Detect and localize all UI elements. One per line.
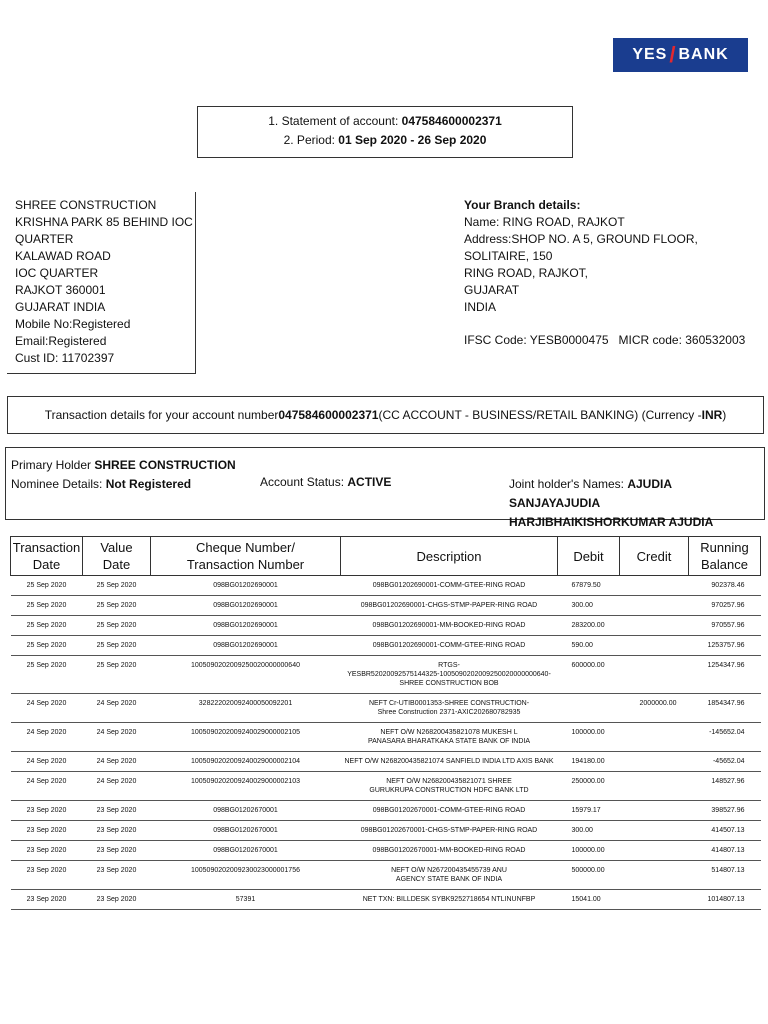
cell-credit — [620, 596, 689, 616]
cell-credit — [620, 821, 689, 841]
cell-transaction-date: 24 Sep 2020 — [11, 723, 83, 752]
col-credit: Credit — [620, 537, 689, 576]
customer-line: IOC QUARTER — [15, 266, 99, 280]
cell-debit: 300.00 — [558, 596, 620, 616]
branch-line: Address:SHOP NO. A 5, GROUND FLOOR, — [464, 232, 698, 246]
cell-transaction-date: 23 Sep 2020 — [11, 841, 83, 861]
cell-running-balance: 1014807.13 — [689, 890, 761, 910]
customer-line: QUARTER — [15, 232, 74, 246]
cell-credit — [620, 841, 689, 861]
table-row — [11, 694, 761, 723]
cell-transaction-date: 25 Sep 2020 — [11, 656, 83, 694]
cell-description: NEFT Cr-UTIB0001353-SHREE CONSTRUCTION- Shree Construction 2371-AXIC202680782935 — [341, 694, 558, 723]
statement-period-line: 2. Period: 01 Sep 2020 - 26 Sep 2020 — [283, 133, 487, 147]
yes-bank-logo: YES / BANK — [613, 38, 748, 72]
cell-debit — [558, 694, 620, 723]
cell-credit — [620, 861, 689, 890]
table-row — [11, 752, 761, 772]
table-row — [11, 821, 761, 841]
cell-credit — [620, 656, 689, 694]
cell-description: NEFT O/W N268200435821078 MUKESH L PANASARA BHARATKAKA STATE BANK OF INDIA — [341, 723, 558, 752]
cell-debit: 300.00 — [558, 821, 620, 841]
cell-cheque-number: 098BG01202670001 — [151, 801, 341, 821]
branch-line: INDIA — [464, 300, 497, 314]
cell-credit — [620, 723, 689, 752]
cell-value-date: 25 Sep 2020 — [83, 636, 151, 656]
cell-debit: 100000.00 — [558, 723, 620, 752]
table-header-row — [11, 537, 761, 576]
cell-running-balance: 148527.96 — [689, 772, 761, 801]
micr-code: MICR code: 360532003 — [618, 333, 746, 347]
cell-running-balance: 902378.46 — [689, 576, 761, 596]
cell-running-balance: 1854347.96 — [689, 694, 761, 723]
logo-slash-icon: / — [669, 42, 677, 67]
customer-line: Mobile No:Registered — [15, 317, 131, 331]
txn-currency: INR — [701, 408, 723, 422]
cell-credit — [620, 636, 689, 656]
cell-value-date: 23 Sep 2020 — [83, 841, 151, 861]
col-debit: Debit — [558, 537, 620, 576]
cell-transaction-date: 23 Sep 2020 — [11, 821, 83, 841]
cell-transaction-date: 24 Sep 2020 — [11, 772, 83, 801]
cell-debit: 250000.00 — [558, 772, 620, 801]
cell-description: 098BG01202670001-CHGS-STMP-PAPER-RING ROAD — [341, 821, 558, 841]
account-holder-box — [5, 447, 765, 529]
branch-codes — [464, 332, 764, 349]
transactions-table — [10, 536, 761, 910]
customer-line: KRISHNA PARK 85 BEHIND IOC — [15, 215, 193, 229]
customer-line: Cust ID: 11702397 — [15, 351, 115, 365]
col-cheque-number: Cheque Number/ Transaction Number — [151, 537, 341, 576]
cell-cheque-number: 098BG01202690001 — [151, 576, 341, 596]
cell-cheque-number: 1005090202009230023000001756 — [151, 861, 341, 890]
col-transaction-date: Transaction Date — [11, 537, 83, 576]
cell-transaction-date: 25 Sep 2020 — [11, 596, 83, 616]
branch-line: Name: RING ROAD, RAJKOT — [464, 215, 625, 229]
cell-value-date: 25 Sep 2020 — [83, 576, 151, 596]
cell-credit — [620, 772, 689, 801]
cell-description: 098BG01202690001-COMM-GTEE-RING ROAD — [341, 636, 558, 656]
cell-transaction-date: 24 Sep 2020 — [11, 752, 83, 772]
col-value-date: Value Date — [83, 537, 151, 576]
cell-cheque-number: 1005090202009250020000000640 — [151, 656, 341, 694]
cell-transaction-date: 25 Sep 2020 — [11, 576, 83, 596]
customer-line: SHREE CONSTRUCTION — [15, 198, 157, 212]
table-row — [11, 772, 761, 801]
cell-value-date: 23 Sep 2020 — [83, 861, 151, 890]
branch-details-block — [464, 197, 764, 349]
cell-debit: 67879.50 — [558, 576, 620, 596]
table-row — [11, 596, 761, 616]
cell-debit: 500000.00 — [558, 861, 620, 890]
cell-description: NEFT O/W N268200435821074 SANFIELD INDIA LTD AXIS BANK — [341, 752, 558, 772]
branch-heading: Your Branch details: — [464, 198, 581, 212]
customer-line: GUJARAT INDIA — [15, 300, 106, 314]
cell-credit: 2000000.00 — [620, 694, 689, 723]
cell-transaction-date: 23 Sep 2020 — [11, 861, 83, 890]
cell-cheque-number: 098BG01202690001 — [151, 616, 341, 636]
statement-account-line: 1. Statement of account: 047584600002371 — [268, 114, 502, 128]
cell-cheque-number: 328222020092400050092201 — [151, 694, 341, 723]
customer-address-block — [7, 192, 196, 374]
cell-debit: 15041.00 — [558, 890, 620, 910]
cell-description: NEFT O/W N267200435455739 ANU AGENCY STATE BANK OF INDIA — [341, 861, 558, 890]
cell-value-date: 23 Sep 2020 — [83, 801, 151, 821]
cell-running-balance: 1253757.96 — [689, 636, 761, 656]
cell-running-balance: 1254347.96 — [689, 656, 761, 694]
account-status: Account Status: ACTIVE — [260, 475, 392, 489]
cell-description: NEFT O/W N268200435821071 SHREE GURUKRUPA CONSTRUCTION HDFC BANK LTD — [341, 772, 558, 801]
cell-cheque-number: 1005090202009240029000002105 — [151, 723, 341, 752]
cell-description: RTGS- YESBR52020092575144325-1005090202009250020000000640- SHREE CONSTRUCTION BOB — [341, 656, 558, 694]
table-row — [11, 656, 761, 694]
statement-account-number: 047584600002371 — [401, 114, 502, 128]
cell-credit — [620, 890, 689, 910]
customer-line: KALAWAD ROAD — [15, 249, 111, 263]
cell-description: 098BG01202670001-MM-BOOKED-RING ROAD — [341, 841, 558, 861]
table-row — [11, 636, 761, 656]
cell-transaction-date: 23 Sep 2020 — [11, 801, 83, 821]
cell-value-date: 23 Sep 2020 — [83, 821, 151, 841]
cell-debit: 100000.00 — [558, 841, 620, 861]
branch-line: SOLITAIRE, 150 — [464, 249, 553, 263]
cell-cheque-number: 1005090202009240029000002104 — [151, 752, 341, 772]
table-row — [11, 841, 761, 861]
cell-description: NET TXN: BILLDESK SYBK9252718654 NTLINUNFBP — [341, 890, 558, 910]
cell-credit — [620, 616, 689, 636]
cell-debit: 590.00 — [558, 636, 620, 656]
branch-line: RING ROAD, RAJKOT, — [464, 266, 589, 280]
cell-running-balance: -45652.04 — [689, 752, 761, 772]
cell-value-date: 24 Sep 2020 — [83, 752, 151, 772]
table-row — [11, 801, 761, 821]
cell-value-date: 24 Sep 2020 — [83, 772, 151, 801]
cell-debit: 15979.17 — [558, 801, 620, 821]
cell-running-balance: 514807.13 — [689, 861, 761, 890]
cell-description: 098BG01202690001-COMM-GTEE-RING ROAD — [341, 576, 558, 596]
cell-debit: 600000.00 — [558, 656, 620, 694]
cell-cheque-number: 098BG01202690001 — [151, 636, 341, 656]
cell-description: 098BG01202690001-MM-BOOKED-RING ROAD — [341, 616, 558, 636]
col-running-balance: Running Balance — [689, 537, 761, 576]
cell-value-date: 24 Sep 2020 — [83, 723, 151, 752]
txn-account-number: 047584600002371 — [278, 408, 379, 422]
cell-cheque-number: 098BG01202690001 — [151, 596, 341, 616]
cell-value-date: 24 Sep 2020 — [83, 694, 151, 723]
cell-cheque-number: 098BG01202670001 — [151, 841, 341, 861]
cell-value-date: 23 Sep 2020 — [83, 890, 151, 910]
ifsc-code: IFSC Code: YESB0000475 — [464, 333, 609, 347]
cell-transaction-date: 23 Sep 2020 — [11, 890, 83, 910]
table-row — [11, 890, 761, 910]
cell-running-balance: 970257.96 — [689, 596, 761, 616]
table-row — [11, 723, 761, 752]
transaction-details-header: Transaction details for your account number 047584600002371 (CC ACCOUNT - BUSINESS/RETAIL BANKING) (Currency - INR ) — [7, 396, 764, 434]
cell-debit: 283200.00 — [558, 616, 620, 636]
cell-value-date: 25 Sep 2020 — [83, 656, 151, 694]
statement-period: 01 Sep 2020 - 26 Sep 2020 — [338, 133, 487, 147]
table-row — [11, 576, 761, 596]
cell-transaction-date: 24 Sep 2020 — [11, 694, 83, 723]
cell-cheque-number: 57391 — [151, 890, 341, 910]
cell-cheque-number: 098BG01202670001 — [151, 821, 341, 841]
cell-running-balance: 414507.13 — [689, 821, 761, 841]
col-description: Description — [341, 537, 558, 576]
cell-transaction-date: 25 Sep 2020 — [11, 616, 83, 636]
customer-line: RAJKOT 360001 — [15, 283, 106, 297]
cell-running-balance: -145652.04 — [689, 723, 761, 752]
statement-summary-box — [197, 106, 573, 158]
cell-credit — [620, 576, 689, 596]
nominee-details: Nominee Details: Not Registered — [11, 477, 192, 491]
joint-holders: Joint holder's Names: AJUDIA SANJAYAJUDIA HARJIBHAIKISHORKUMAR AJUDIA — [509, 477, 714, 529]
cell-running-balance: 398527.96 — [689, 801, 761, 821]
cell-cheque-number: 1005090202009240029000002103 — [151, 772, 341, 801]
primary-holder: Primary Holder SHREE CONSTRUCTION — [11, 458, 236, 472]
cell-running-balance: 970557.96 — [689, 616, 761, 636]
cell-credit — [620, 801, 689, 821]
cell-transaction-date: 25 Sep 2020 — [11, 636, 83, 656]
cell-debit: 194180.00 — [558, 752, 620, 772]
table-row — [11, 616, 761, 636]
cell-running-balance: 414807.13 — [689, 841, 761, 861]
branch-line: GUJARAT — [464, 283, 520, 297]
cell-description: 098BG01202670001-COMM-GTEE-RING ROAD — [341, 801, 558, 821]
cell-credit — [620, 752, 689, 772]
customer-line: Email:Registered — [15, 334, 107, 348]
cell-description: 098BG01202690001-CHGS-STMP-PAPER-RING ROAD — [341, 596, 558, 616]
cell-value-date: 25 Sep 2020 — [83, 596, 151, 616]
cell-value-date: 25 Sep 2020 — [83, 616, 151, 636]
table-row — [11, 861, 761, 890]
